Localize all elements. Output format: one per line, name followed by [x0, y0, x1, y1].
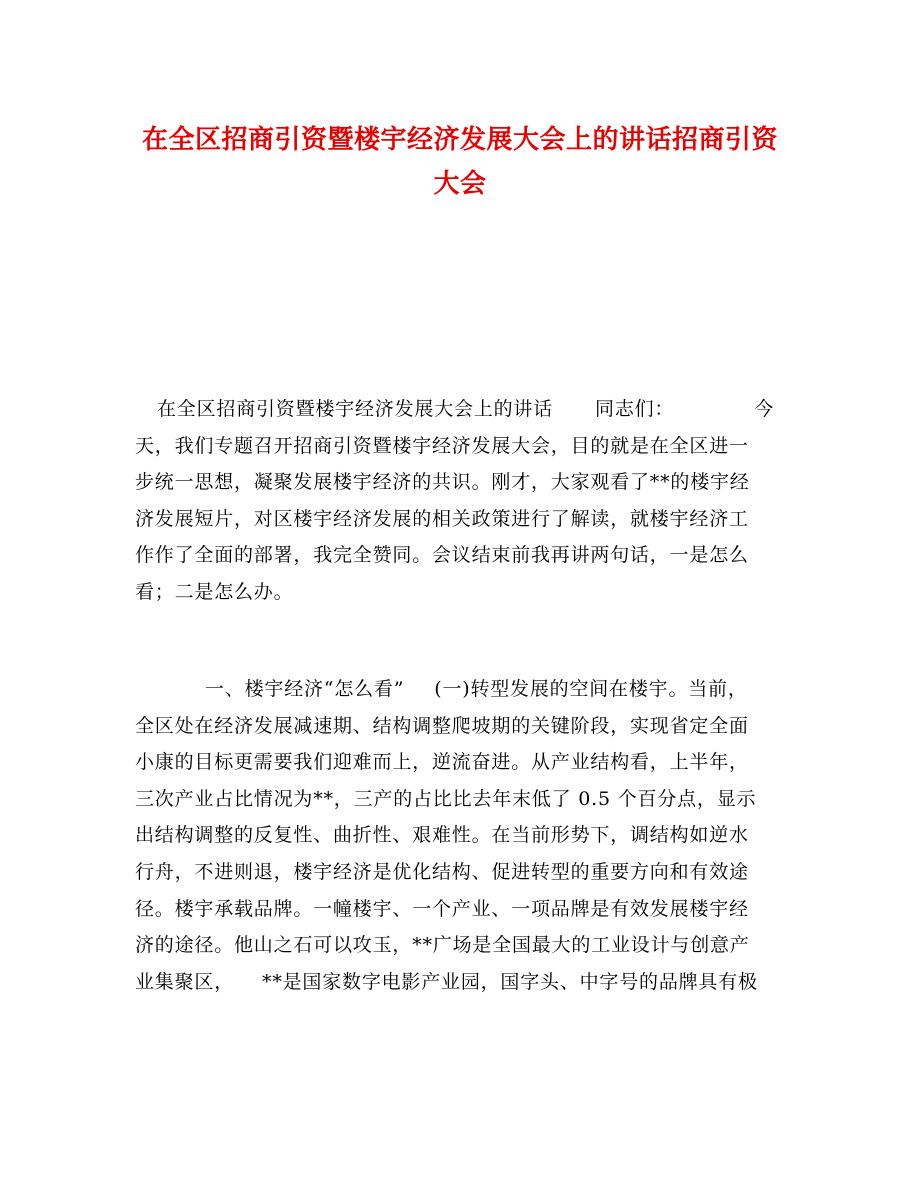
text-line: 全区处在经济发展减速期、结构调整爬坡期的关键阶段，实现省定全面: [135, 714, 749, 737]
paragraph-opening: [135, 391, 790, 611]
text-line: [135, 671, 790, 708]
text-line: 济的途径。他山之石可以攻玉，**广场是全国最大的工业设计与创意产: [135, 934, 750, 957]
text-line: 看；二是怎么办。: [135, 580, 294, 603]
title-line-2: 大会: [433, 169, 487, 199]
title-line-1: 在全区招商引资暨楼宇经济发展大会上的讲话招商引资: [141, 125, 778, 155]
text-line: 作作了全面的部署，我完全赞同。会议结束前我再讲两句话，一是怎么: [135, 544, 749, 567]
section-heading: 一、楼宇经济“怎么看”: [205, 678, 405, 700]
speech-title-inline: 在全区招商引资暨楼宇经济发展大会上的讲话: [157, 398, 554, 420]
text-line: 径。楼宇承载品牌。一幢楼宇、一个产业、一项品牌是有效发展楼宇经: [135, 897, 749, 920]
text-line: 天，我们专题召开招商引资暨楼宇经济发展大会，目的就是在全区进一: [135, 434, 749, 457]
text-line: 出结构调整的反复性、曲折性、艰难性。在当前形势下，调结构如逆水: [135, 824, 749, 847]
document-title: [120, 118, 800, 206]
text-line: [135, 964, 790, 1001]
text-fragment: **是国家数字电影产业园，国字头、中字号的品牌具有极: [262, 970, 758, 993]
text-line: 小康的目标更需要我们迎难而上，逆流奋进。从产业结构看，上半年，: [135, 751, 749, 774]
text-line: 三次产业占比情况为**，三产的占比比去年末低了 0.5 个百分点，显示: [135, 787, 757, 810]
paragraph-section-one: [135, 671, 790, 1000]
text-fragment: 今: [754, 398, 775, 420]
text-line: [135, 391, 790, 428]
text-line: 步统一思想，凝聚发展楼宇经济的共识。刚才，大家观看了**的楼宇经: [135, 471, 750, 494]
text-line: 行舟，不进则退，楼宇经济是优化结构、促进转型的重要方向和有效途: [135, 860, 749, 883]
text-line: 济发展短片，对区楼宇经济发展的相关政策进行了解读，就楼宇经济工: [135, 507, 749, 530]
subsection-heading: (一)转型发展的空间在楼宇。当前，: [434, 678, 748, 700]
text-fragment: 业集聚区，: [135, 970, 235, 993]
salutation: 同志们：: [595, 398, 675, 420]
